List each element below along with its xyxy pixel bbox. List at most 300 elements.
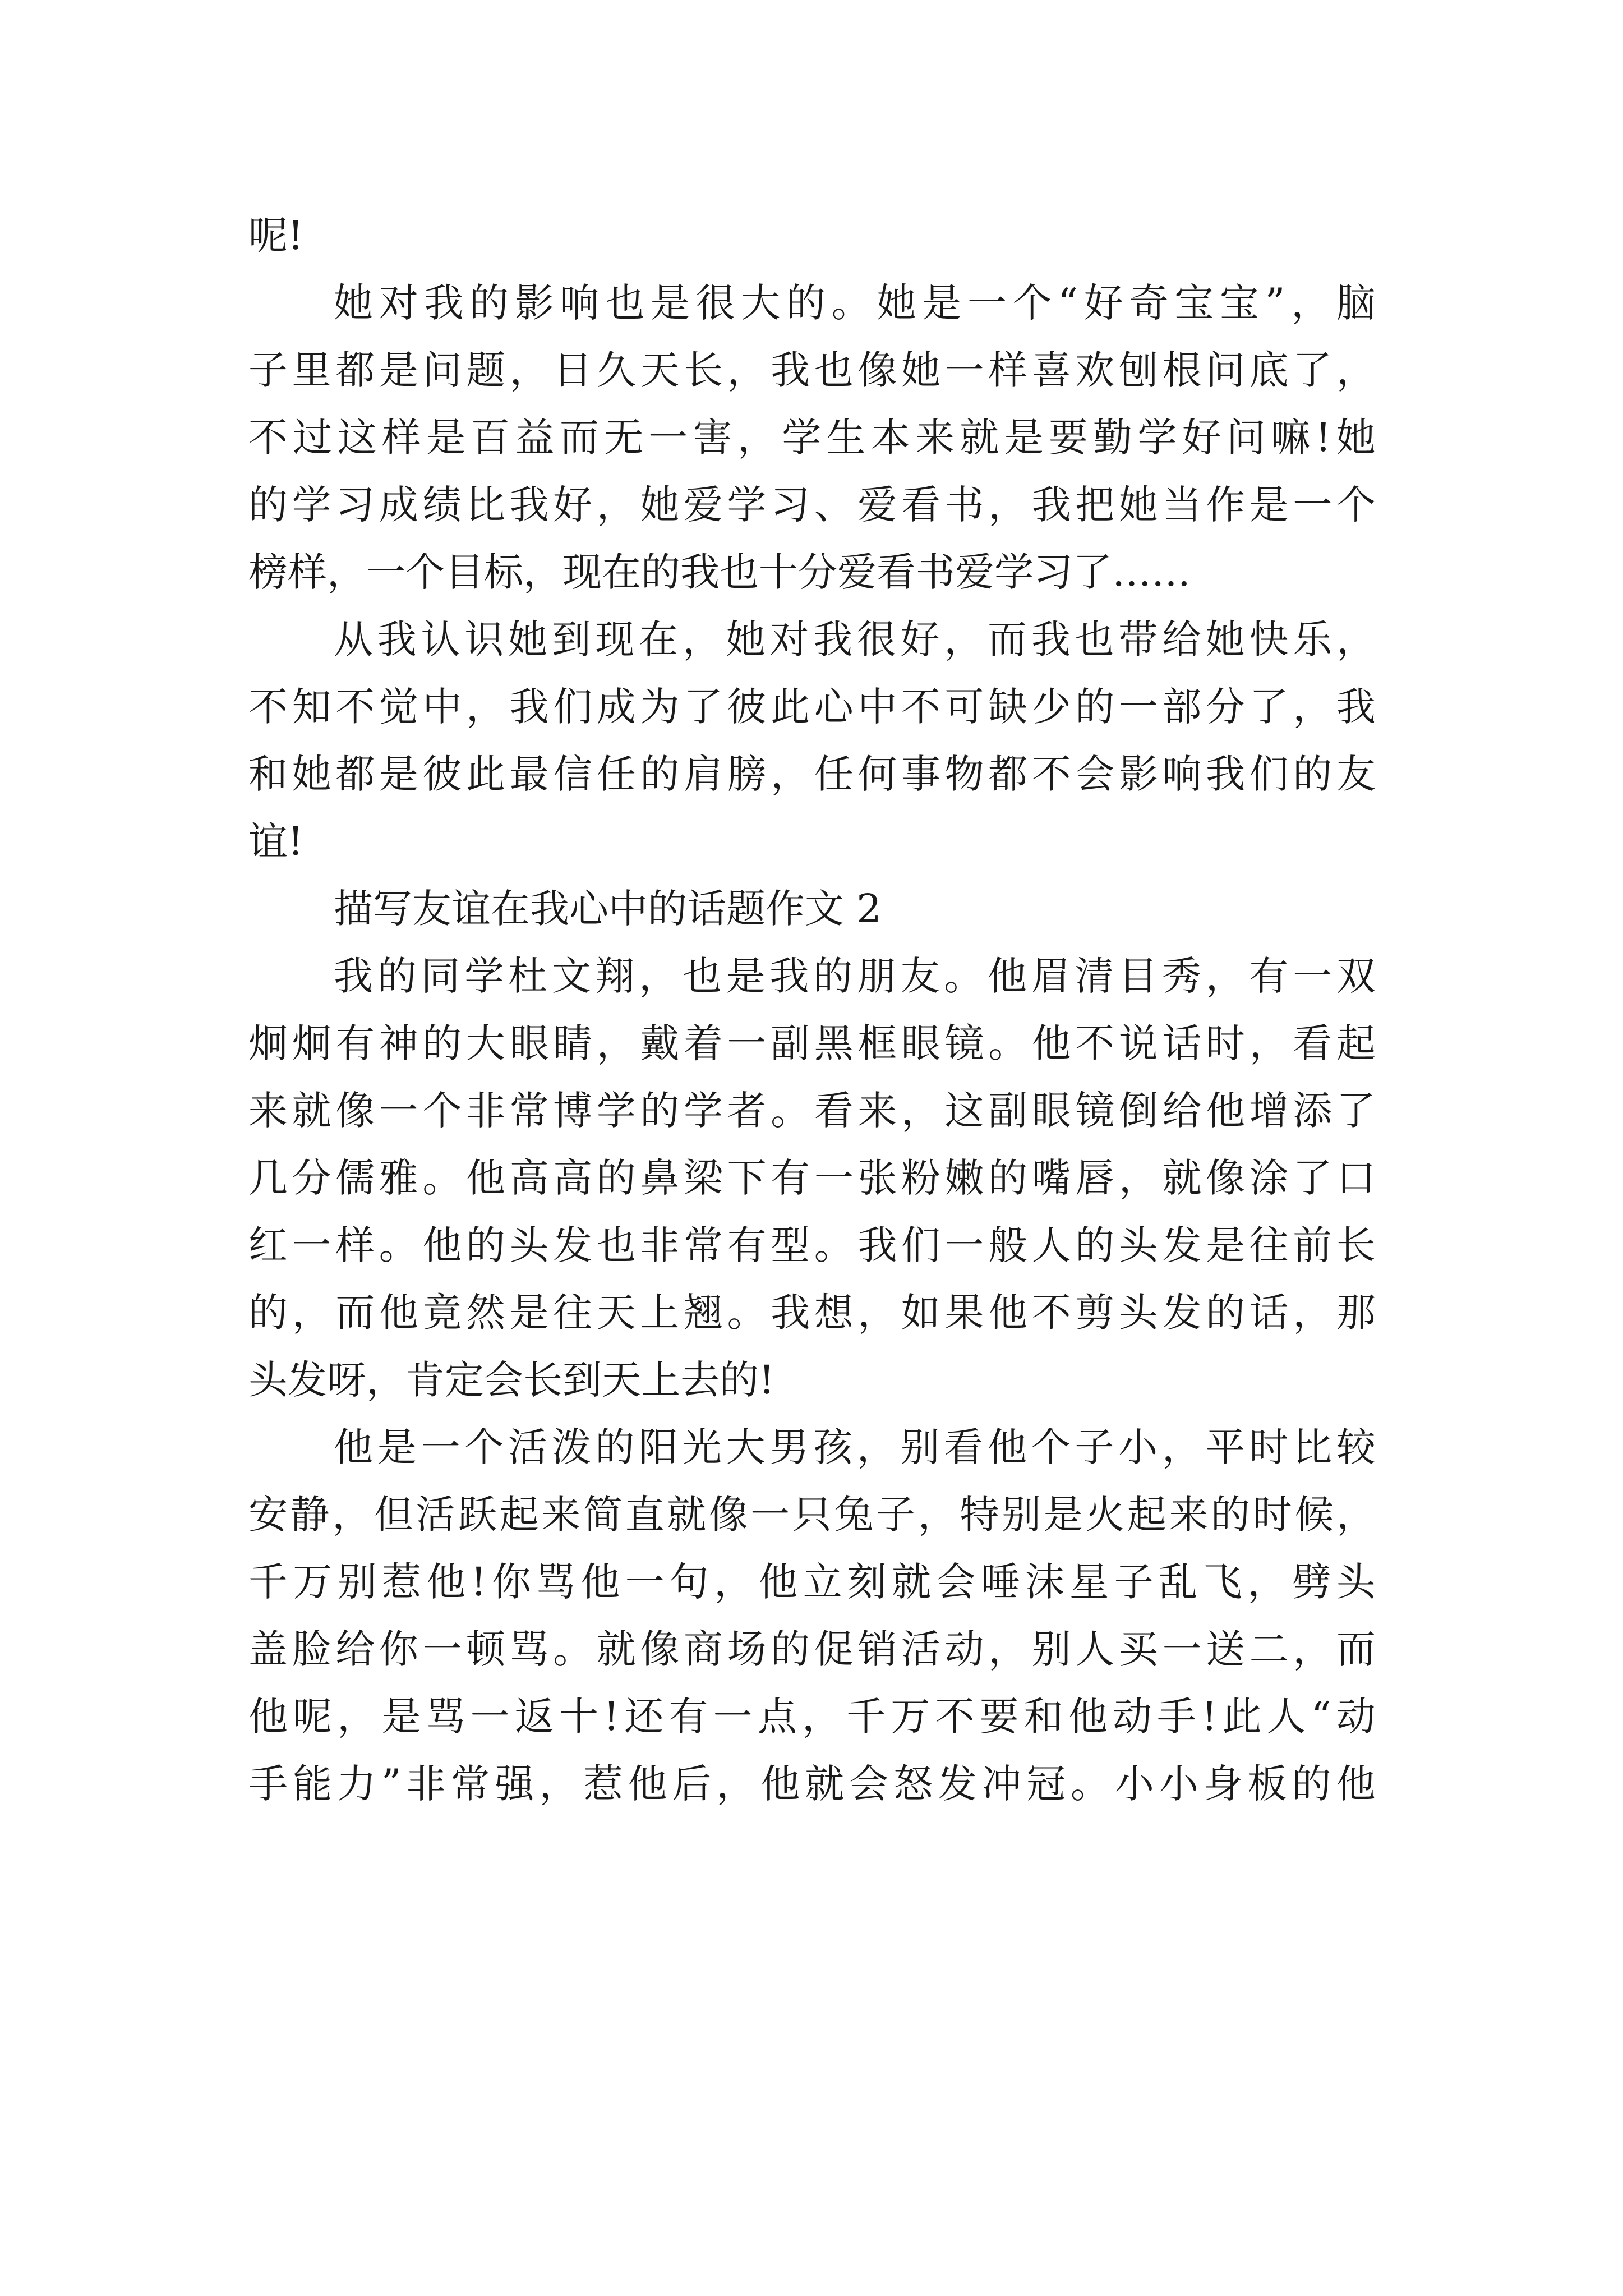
glyph: 一 (292, 1222, 331, 1268)
glyph: 别 (1001, 1492, 1041, 1538)
glyph: 小 (1118, 1424, 1158, 1470)
glyph: 飞 (1202, 1559, 1242, 1605)
glyph: 买 (1118, 1626, 1158, 1672)
glyph: 候 (1294, 1492, 1334, 1538)
glyph: 部 (1162, 684, 1202, 730)
glyph: 学 (1137, 415, 1177, 461)
glyph: 光 (682, 1424, 722, 1470)
glyph: 个 (464, 1424, 504, 1470)
glyph: 。 (988, 1020, 1028, 1066)
glyph: ， (509, 347, 549, 393)
glyph: 他 (422, 1222, 462, 1268)
glyph: ， (917, 1492, 957, 1538)
glyph: 他 (1336, 1761, 1376, 1807)
glyph: 分 (1206, 684, 1246, 730)
glyph: 带 (1118, 616, 1158, 662)
glyph: ， (1336, 1492, 1376, 1538)
glyph: ， (539, 1761, 579, 1807)
paragraph-start-line (248, 606, 1376, 673)
glyph: 一 (1293, 953, 1332, 999)
glyph: 话 (1249, 1290, 1289, 1336)
glyph: 发 (938, 1761, 978, 1807)
glyph: 前 (1293, 1222, 1332, 1268)
glyph: 是 (509, 1290, 549, 1336)
glyph: 问 (1206, 347, 1246, 393)
glyph: 不 (1031, 1290, 1071, 1336)
glyph: ， (639, 953, 679, 999)
glyph: 书 (944, 482, 984, 528)
glyph: 。 (1070, 1761, 1110, 1807)
glyph: 像 (335, 1088, 375, 1134)
glyph: 也 (814, 347, 854, 393)
glyph: 大 (465, 1020, 505, 1066)
glyph: 一 (648, 415, 688, 461)
glyph: 黑 (814, 1020, 854, 1066)
text-line (248, 1077, 1376, 1144)
glyph: 乱 (1158, 1559, 1198, 1605)
glyph: ， (856, 1424, 896, 1470)
glyph: 一 (470, 1694, 510, 1740)
glyph: 的 (640, 751, 680, 797)
glyph: 时 (1249, 1424, 1289, 1470)
glyph: 此 (771, 684, 810, 730)
glyph: 物 (944, 751, 984, 797)
glyph: 她 (292, 751, 331, 797)
glyph: 样 (988, 347, 1028, 393)
text-line (248, 1212, 1376, 1279)
glyph: ， (737, 415, 777, 461)
glyph: ， (714, 1559, 754, 1605)
glyph: 杜 (508, 953, 547, 999)
glyph: 喜 (1031, 347, 1071, 393)
glyph: 常 (509, 1088, 549, 1134)
glyph: 非 (465, 1088, 505, 1134)
glyph: 的 (248, 482, 288, 528)
glyph: 文 (551, 953, 591, 999)
glyph: 清 (1075, 953, 1114, 999)
glyph: ， (332, 1492, 372, 1538)
glyph: 嫩 (944, 1155, 984, 1201)
glyph: 一 (1293, 482, 1332, 528)
glyph: 她 (1205, 616, 1245, 662)
glyph: 了 (683, 684, 723, 730)
glyph: 我 (1336, 684, 1376, 730)
glyph: 我 (377, 616, 417, 662)
glyph: 惹 (381, 1559, 421, 1605)
glyph: 我 (1031, 482, 1071, 528)
glyph: ， (771, 751, 810, 797)
glyph: 了 (1336, 1088, 1376, 1134)
glyph: 销 (857, 1626, 897, 1672)
glyph: 剪 (1075, 1290, 1115, 1336)
glyph: 增 (1249, 1088, 1289, 1134)
glyph: 副 (771, 1020, 810, 1066)
glyph: 好 (1182, 415, 1221, 461)
glyph: 手 (248, 1761, 288, 1807)
glyph: ， (944, 616, 984, 662)
glyph: 学 (683, 1088, 723, 1134)
glyph: 。 (422, 1155, 462, 1201)
glyph: 好 (900, 616, 940, 662)
glyph: 。 (553, 1626, 593, 1672)
section-heading: 描写友谊在我心中的话题作文 2 (334, 886, 882, 932)
glyph: 跃 (458, 1492, 497, 1538)
glyph: 红 (248, 1222, 288, 1268)
glyph: 活 (901, 1626, 940, 1672)
glyph: 她 (640, 482, 680, 528)
glyph: 有 (668, 1694, 708, 1740)
glyph: 任 (596, 751, 636, 797)
glyph: 日 (553, 347, 593, 393)
glyph: 冠 (1026, 1761, 1066, 1807)
glyph: 她 (1118, 482, 1158, 528)
glyph: 如 (901, 1290, 940, 1336)
glyph: ， (292, 1290, 331, 1336)
glyph: 学 (596, 1088, 636, 1134)
glyph: 她 (726, 616, 766, 662)
glyph: 友 (1336, 751, 1376, 797)
glyph: 要 (1048, 415, 1088, 461)
glyph: 眼 (1031, 1088, 1071, 1134)
glyph: 你 (491, 1559, 531, 1605)
glyph: 题 (465, 347, 505, 393)
glyph: 像 (708, 1492, 748, 1538)
glyph: 返 (514, 1694, 554, 1740)
glyph: 是 (426, 415, 466, 461)
text-line (248, 1683, 1376, 1750)
glyph: ， (857, 1290, 897, 1336)
glyph: 到 (551, 616, 591, 662)
glyph: 勤 (1093, 415, 1133, 461)
text-line (248, 1010, 1376, 1077)
glyph: 不 (1075, 1020, 1115, 1066)
glyph: 会 (1075, 751, 1115, 797)
glyph: ， (1161, 1424, 1201, 1470)
glyph: 怒 (893, 1761, 933, 1807)
glyph: 对 (379, 280, 418, 326)
glyph: ， (1291, 280, 1331, 326)
glyph: 但 (374, 1492, 413, 1538)
glyph: 一 (421, 1424, 460, 1470)
glyph: 响 (1162, 751, 1202, 797)
glyph: 眼 (509, 1020, 549, 1066)
glyph: 商 (683, 1626, 723, 1672)
glyph: 给 (1162, 1088, 1202, 1134)
glyph: 给 (335, 1626, 375, 1672)
glyph: 竟 (422, 1290, 462, 1336)
glyph: ! (603, 1694, 620, 1740)
glyph: 害 (693, 415, 732, 461)
glyph: “ (1058, 280, 1078, 326)
glyph: 高 (509, 1155, 549, 1201)
glyph: 十 (559, 1694, 598, 1740)
glyph: 是 (922, 280, 962, 326)
glyph: 的 (1075, 684, 1115, 730)
glyph: 对 (769, 616, 809, 662)
glyph: 看 (814, 1088, 854, 1134)
glyph: 型 (771, 1222, 810, 1268)
glyph: 非 (640, 1222, 680, 1268)
text-line (248, 1144, 1376, 1212)
glyph: 这 (337, 415, 377, 461)
glyph: 是 (1249, 482, 1289, 528)
glyph: 一 (379, 1088, 418, 1134)
glyph: 久 (596, 347, 636, 393)
glyph: ， (901, 1088, 940, 1134)
glyph: 像 (1206, 1155, 1246, 1201)
glyph: 会 (936, 1559, 976, 1605)
glyph: 个 (422, 1088, 462, 1134)
glyph: 惹 (583, 1761, 623, 1807)
glyph: 底 (1249, 347, 1289, 393)
glyph: 翔 (595, 953, 635, 999)
glyph: 是 (377, 1424, 417, 1470)
glyph: 子 (876, 1492, 916, 1538)
glyph: 友 (900, 953, 940, 999)
glyph: 样 (335, 1222, 375, 1268)
glyph: 是 (1004, 415, 1044, 461)
glyph: 好 (1083, 280, 1123, 326)
glyph: 同 (421, 953, 460, 999)
glyph: 过 (293, 415, 333, 461)
glyph: 头 (509, 1222, 549, 1268)
glyph: 快 (1249, 616, 1289, 662)
glyph: 戴 (640, 1020, 680, 1066)
glyph: 学 (464, 953, 504, 999)
glyph: 发 (553, 1222, 593, 1268)
glyph: 缺 (988, 684, 1028, 730)
glyph: 根 (1162, 347, 1202, 393)
glyph: ! (1315, 415, 1331, 461)
glyph: 了 (1293, 347, 1332, 393)
glyph: 动 (944, 1626, 984, 1672)
glyph: 人 (1075, 1626, 1115, 1672)
glyph: 就 (292, 1088, 331, 1134)
glyph: 睛 (553, 1020, 593, 1066)
glyph: ” (1265, 280, 1285, 326)
glyph: 何 (857, 751, 897, 797)
glyph: 在 (639, 616, 679, 662)
glyph: 骂 (536, 1559, 575, 1605)
glyph: 的 (786, 280, 826, 326)
glyph: 天 (596, 1290, 636, 1336)
glyph: 活 (508, 1424, 547, 1470)
glyph: 促 (814, 1626, 854, 1672)
glyph: 镜 (1075, 1088, 1115, 1134)
glyph: ， (988, 482, 1028, 528)
text-line (248, 471, 1376, 539)
glyph: ， (596, 1020, 636, 1066)
glyph: 人 (1266, 1694, 1306, 1740)
glyph: 头 (1118, 1290, 1158, 1336)
glyph: 我 (769, 953, 809, 999)
glyph: 沫 (1025, 1559, 1064, 1605)
text-line (248, 1750, 1376, 1818)
glyph: 泼 (551, 1424, 591, 1470)
glyph: 的 (988, 1155, 1028, 1201)
glyph: 他 (1031, 1020, 1071, 1066)
glyph: 是 (1206, 1222, 1246, 1268)
glyph: 常 (450, 1761, 490, 1807)
glyph: 力 (336, 1761, 376, 1807)
glyph: 他 (988, 1424, 1027, 1470)
glyph: 骂 (426, 1694, 465, 1740)
glyph: 都 (335, 347, 375, 393)
glyph: 的 (1292, 1761, 1331, 1807)
glyph: 我 (1206, 751, 1246, 797)
glyph: 子 (248, 347, 288, 393)
glyph: 梁 (683, 1155, 723, 1201)
glyph: 一 (814, 1155, 854, 1201)
paragraph-start-line (248, 1414, 1376, 1481)
glyph: 人 (1031, 1222, 1071, 1268)
glyph: 场 (727, 1626, 767, 1672)
glyph: 来 (915, 415, 955, 461)
glyph: 看 (1293, 1020, 1332, 1066)
glyph: ， (1293, 1626, 1332, 1672)
glyph: 脸 (292, 1626, 331, 1672)
glyph: 一 (422, 1626, 462, 1672)
glyph: ， (1249, 1020, 1289, 1066)
glyph: 手 (1157, 1694, 1197, 1740)
glyph: 我 (771, 1290, 810, 1336)
glyph: 刻 (847, 1559, 887, 1605)
glyph: 的 (771, 1626, 810, 1672)
glyph: 几 (248, 1155, 288, 1201)
glyph: 是 (650, 280, 690, 326)
glyph: 简 (583, 1492, 623, 1538)
glyph: 了 (1249, 684, 1289, 730)
glyph: 爱 (683, 482, 723, 528)
glyph: 后 (672, 1761, 712, 1807)
glyph: 果 (944, 1290, 984, 1336)
glyph: ! (471, 1559, 487, 1605)
glyph: 翘 (683, 1290, 723, 1336)
text-line: 头发呀，肯定会长到天上去的! (248, 1357, 775, 1403)
glyph: ” (381, 1761, 402, 1807)
glyph: 般 (988, 1222, 1028, 1268)
glyph: 镜 (944, 1020, 984, 1066)
paragraph-start-line (248, 269, 1376, 337)
glyph: ， (801, 1694, 841, 1740)
glyph: 下 (727, 1155, 767, 1201)
glyph: 一 (944, 1222, 984, 1268)
glyph: 奇 (1129, 280, 1169, 326)
glyph: 宝 (1219, 280, 1259, 326)
glyph: 不 (1031, 751, 1071, 797)
glyph: 火 (1085, 1492, 1125, 1538)
glyph: 冲 (982, 1761, 1021, 1807)
glyph: 乐 (1293, 616, 1332, 662)
glyph: 欢 (1075, 347, 1115, 393)
glyph: 习 (771, 482, 810, 528)
glyph: 我 (424, 280, 464, 326)
glyph: 朋 (856, 953, 896, 999)
glyph: 信 (553, 751, 593, 797)
glyph: 有 (771, 1155, 810, 1201)
glyph: ， (1247, 1559, 1287, 1605)
glyph: ， (988, 1626, 1028, 1672)
glyph: 看 (901, 482, 940, 528)
glyph: 头 (1118, 1222, 1158, 1268)
glyph: 一 (713, 1694, 753, 1740)
glyph: 她 (877, 280, 916, 326)
glyph: 彼 (727, 684, 767, 730)
glyph: 发 (1162, 1290, 1202, 1336)
glyph: ， (1293, 684, 1332, 730)
glyph: 他 (758, 1559, 798, 1605)
glyph: 脑 (1336, 280, 1376, 326)
glyph: 星 (1069, 1559, 1109, 1605)
glyph: 也 (605, 280, 645, 326)
glyph: 看 (944, 1424, 984, 1470)
glyph: 神 (379, 1020, 418, 1066)
glyph: 识 (464, 616, 504, 662)
glyph: 副 (988, 1088, 1028, 1134)
glyph: 较 (1336, 1424, 1376, 1470)
glyph: ! (1201, 1694, 1218, 1740)
glyph: 和 (1023, 1694, 1063, 1740)
glyph: 他 (379, 1290, 418, 1336)
glyph: 发 (1162, 1222, 1202, 1268)
glyph: 雅 (379, 1155, 418, 1201)
glyph: 。 (831, 280, 871, 326)
glyph: 她 (508, 616, 547, 662)
glyph: 他 (580, 1559, 620, 1605)
glyph: 还 (624, 1694, 664, 1740)
glyph: 大 (726, 1424, 766, 1470)
glyph: 她 (1336, 415, 1376, 461)
glyph: 有 (335, 1020, 375, 1066)
glyph: 彼 (422, 751, 462, 797)
glyph: 立 (803, 1559, 842, 1605)
glyph: 会 (849, 1761, 889, 1807)
glyph: 也 (682, 953, 722, 999)
glyph: 我 (813, 616, 853, 662)
glyph: 起 (499, 1492, 539, 1538)
glyph: 口 (1336, 1155, 1376, 1201)
glyph: 静 (290, 1492, 330, 1538)
glyph: 秀 (1161, 953, 1201, 999)
glyph: 而 (335, 1290, 375, 1336)
glyph: 个 (1031, 1424, 1071, 1470)
glyph: 像 (640, 1626, 680, 1672)
text-line (248, 740, 1376, 808)
glyph: 的 (1293, 751, 1332, 797)
glyph: 万 (891, 1694, 930, 1740)
glyph: 头 (1336, 1559, 1376, 1605)
glyph: 盖 (248, 1626, 288, 1672)
glyph: 很 (856, 616, 896, 662)
glyph: 直 (625, 1492, 665, 1538)
glyph: 来 (1169, 1492, 1209, 1538)
glyph: 张 (857, 1155, 897, 1201)
glyph: 上 (640, 1290, 680, 1336)
glyph: 。 (814, 1222, 854, 1268)
glyph: 个 (1336, 482, 1376, 528)
glyph: 倒 (1118, 1088, 1158, 1134)
glyph: 唾 (980, 1559, 1020, 1605)
glyph: 最 (509, 751, 549, 797)
glyph: 从 (334, 616, 373, 662)
glyph: 的 (248, 1290, 288, 1336)
glyph: 我 (509, 684, 549, 730)
glyph: 她 (334, 280, 373, 326)
glyph: 的 (377, 953, 417, 999)
text-line: 谊! (248, 818, 304, 864)
glyph: 给 (1161, 616, 1201, 662)
glyph: 目 (1118, 953, 1158, 999)
